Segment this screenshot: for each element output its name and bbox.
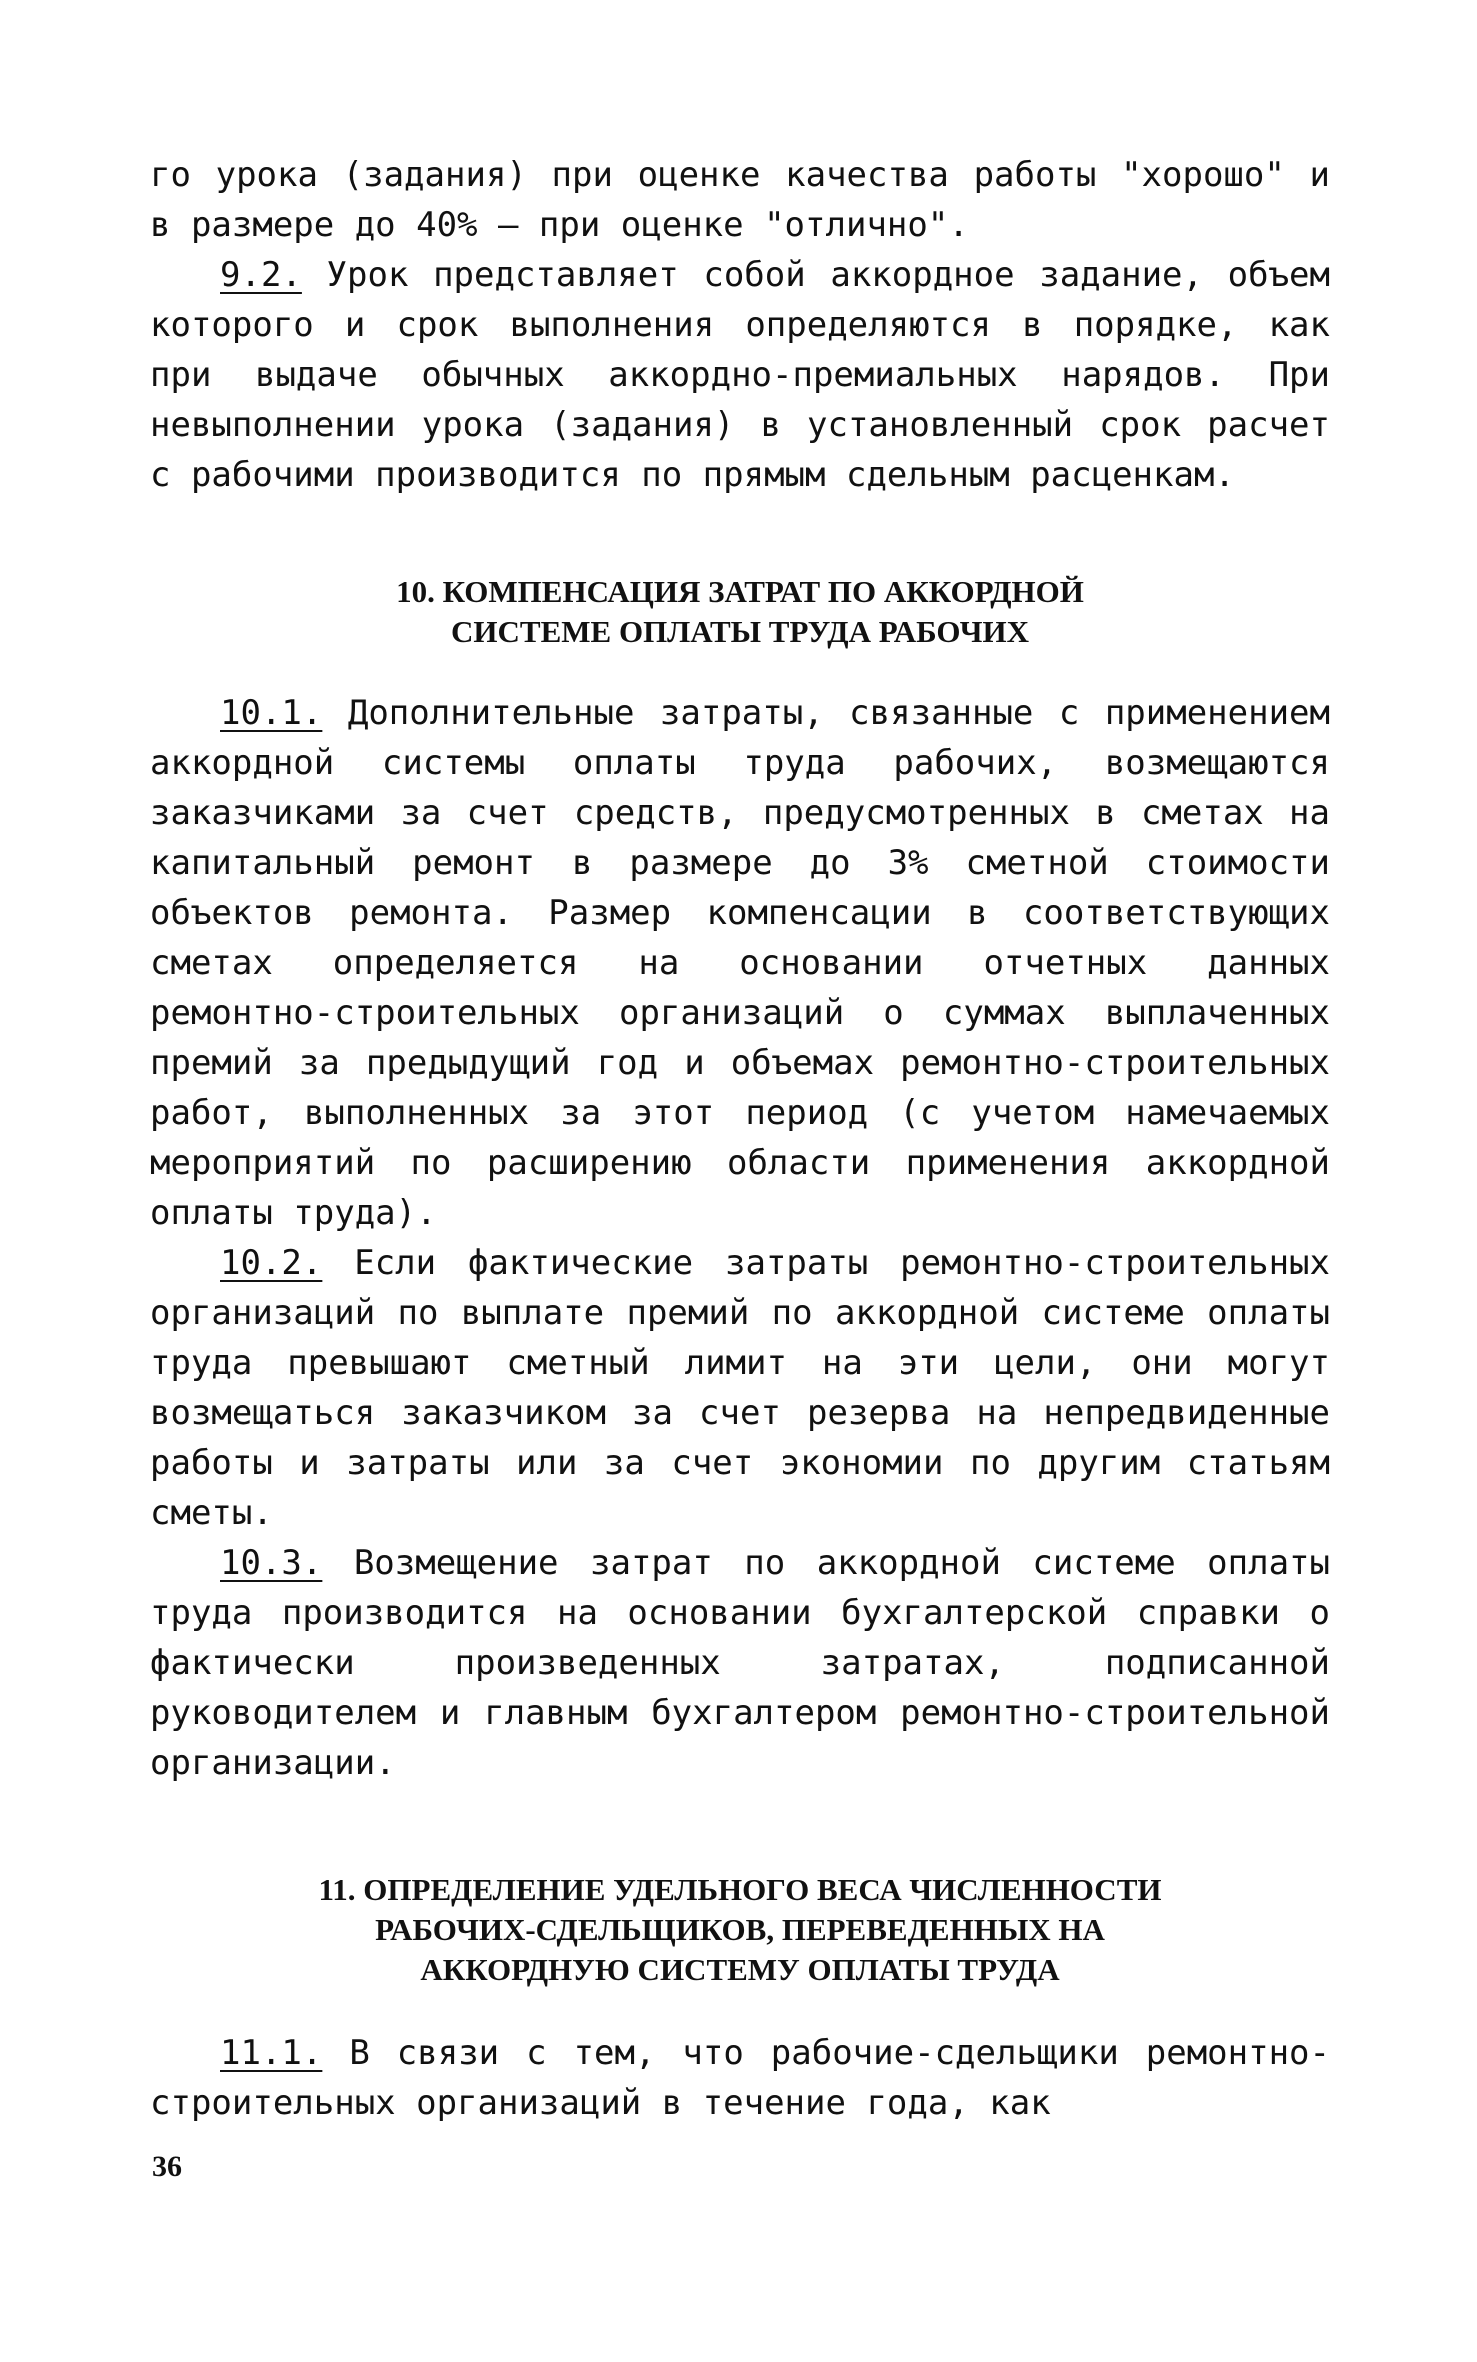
clause-text: Дополнительные затраты, связанные с применением аккордной системы оплаты труда рабочих, возмещаются заказчиками за счет средств, предусмотренных в сметах на капитальный ремонт в размере до 3% сметной стоимости объектов ремонта. Размер компенсации в соответствующих сметах определяется на основании отчетных данных ремонтно-строительных организаций о суммах выплаченных премий за предыдущий год и объемах ремонтно-строительных работ, выполненных за этот период (с учетом намечаемых мероприятий по расширению области применения аккордной оплаты труда). bbox=[150, 693, 1330, 1233]
clause-number: 10.1. bbox=[220, 693, 323, 733]
heading-line: 10. КОМПЕНСАЦИЯ ЗАТРАТ ПО АККОРДНОЙ bbox=[396, 574, 1084, 609]
intro-paragraph: го урока (задания) при оценке качества работы "хорошо" и в размере до 40% – при оценке "отлично". bbox=[150, 155, 1330, 245]
clause-number: 10.2. bbox=[220, 1243, 323, 1283]
clause-number: 10.3. bbox=[220, 1543, 323, 1583]
clause-number: 11.1. bbox=[220, 2033, 323, 2073]
clause-10-3 bbox=[150, 1538, 1330, 1788]
section-11-heading bbox=[150, 1870, 1330, 1990]
clause-10-2 bbox=[150, 1238, 1330, 1538]
clause-text: Урок представляет собой аккордное задание, объем которого и срок выполнения определяются в порядке, как при выдаче обычных аккордно-премиальных нарядов. При невыполнении урока (задания) в установленный срок расчет с рабочими производится по прямым сдельным расценкам. bbox=[150, 255, 1330, 495]
clause-text: Если фактические затраты ремонтно-строительных организаций по выплате премий по аккордной системе оплаты труда превышают сметный лимит на эти цели, они могут возмещаться заказчиком за счет резерва на непредвиденные работы и затраты или за счет экономии по другим статьям сметы. bbox=[150, 1243, 1330, 1533]
clause-text: В связи с тем, что рабочие-сдельщики ремонтно-строительных организаций в течение года, как bbox=[150, 2033, 1330, 2123]
document-page bbox=[150, 150, 1330, 2230]
clause-9-2 bbox=[150, 250, 1330, 500]
heading-line: 11. ОПРЕДЕЛЕНИЕ УДЕЛЬНОГО ВЕСА ЧИСЛЕННОСТИ bbox=[318, 1872, 1162, 1907]
heading-line: АККОРДНУЮ СИСТЕМУ ОПЛАТЫ ТРУДА bbox=[420, 1952, 1060, 1987]
heading-line: РАБОЧИХ-СДЕЛЬЩИКОВ, ПЕРЕВЕДЕННЫХ НА bbox=[375, 1912, 1105, 1947]
clause-text: Возмещение затрат по аккордной системе оплаты труда производится на основании бухгалтерской справки о фактически произведенных затратах, подписанной руководителем и главным бухгалтером ремонтно-строительной организации. bbox=[150, 1543, 1330, 1783]
clause-10-1 bbox=[150, 688, 1330, 1238]
section-10-heading bbox=[150, 572, 1330, 652]
clause-number: 9.2. bbox=[220, 255, 302, 295]
page-number: 36 bbox=[152, 2150, 182, 2183]
clause-11-1 bbox=[150, 2028, 1330, 2128]
heading-line: СИСТЕМЕ ОПЛАТЫ ТРУДА РАБОЧИХ bbox=[451, 614, 1029, 649]
